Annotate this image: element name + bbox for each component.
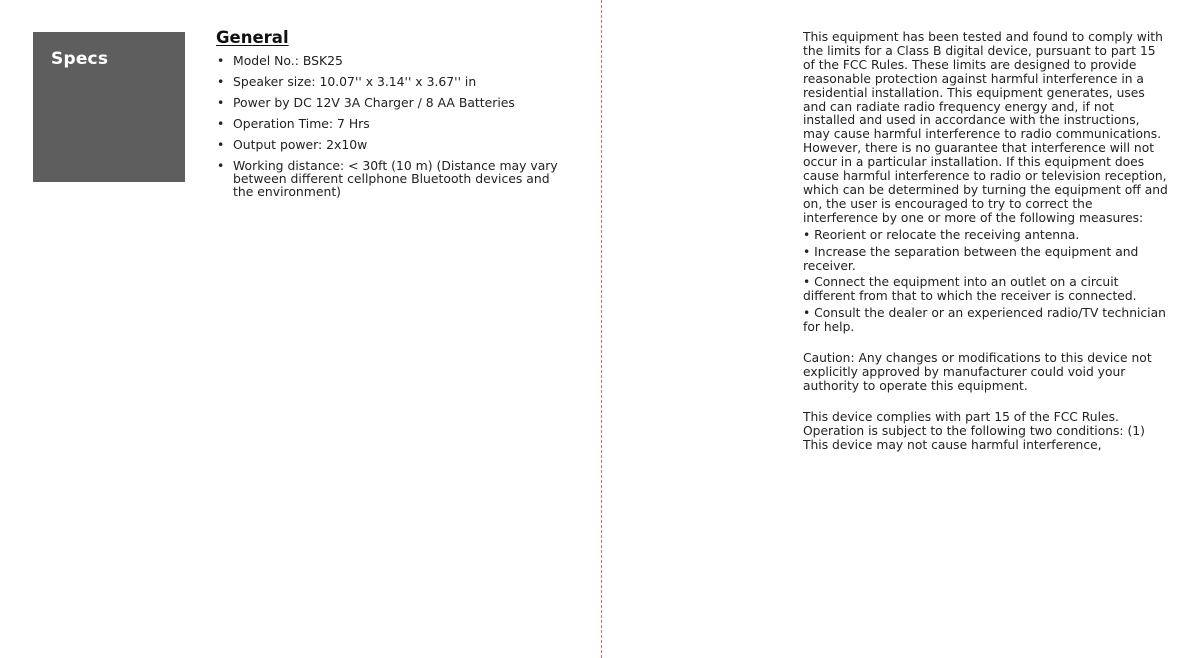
fcc-measure-item: • Increase the separation between the equipment and receiver. — [803, 244, 1139, 273]
spec-item-working-distance: • Working distance: < 30ft (10 m) (Distance may vary between different cellphone Bluetooth devices and the environment) — [216, 159, 566, 198]
general-section — [216, 28, 566, 206]
specs-label: Specs — [51, 49, 109, 69]
fcc-measure-item: • Reorient or relocate the receiving antenna. — [803, 227, 1080, 242]
spec-item-speaker-size: • Speaker size: 10.07'' x 3.14'' x 3.67'' in — [216, 75, 566, 88]
fcc-intro-paragraph: This equipment has been tested and found to comply with the limits for a Class B digital device, pursuant to part 15 of the FCC Rules. These limits are designed to provide reasonable protection against harmful interference in a residential installation. This equipment generates, uses and can radiate radio frequency energy and, if not installed and used in accordance with the instructions, may cause harmful interference to radio communications. However, there is no guarantee that interference will not occur in a particular installation. If this equipment does cause harmful interference to radio or television reception, which can be determined by turning the equipment off and on, the user is encouraged to try to correct the interference by one or more of the following measures: — [803, 30, 1168, 225]
specs-section-box — [33, 32, 185, 182]
spec-item-operation-time: • Operation Time: 7 Hrs — [216, 117, 566, 130]
fcc-caution-paragraph: Caution: Any changes or modifications to this device not explicitly approved by manufacturer could void your authority to operate this equipment. — [803, 351, 1152, 393]
spec-item-power: • Power by DC 12V 3A Charger / 8 AA Batteries — [216, 96, 566, 109]
fcc-statement — [803, 31, 1169, 452]
general-heading: General — [216, 28, 289, 47]
fcc-measure-item: • Consult the dealer or an experienced radio/TV technician for help. — [803, 306, 1166, 335]
spec-item-model: • Model No.: BSK25 — [216, 54, 566, 67]
general-spec-list — [216, 54, 566, 198]
fold-divider-line — [601, 0, 602, 658]
fcc-measure-item: • Connect the equipment into an outlet on a circuit different from that to which the receiver is connected. — [803, 275, 1137, 304]
fcc-compliance-paragraph: This device complies with part 15 of the FCC Rules. Operation is subject to the following two conditions: (1) This device may not cause harmful interference, — [803, 409, 1145, 452]
spec-item-output-power: • Output power: 2x10w — [216, 138, 566, 151]
